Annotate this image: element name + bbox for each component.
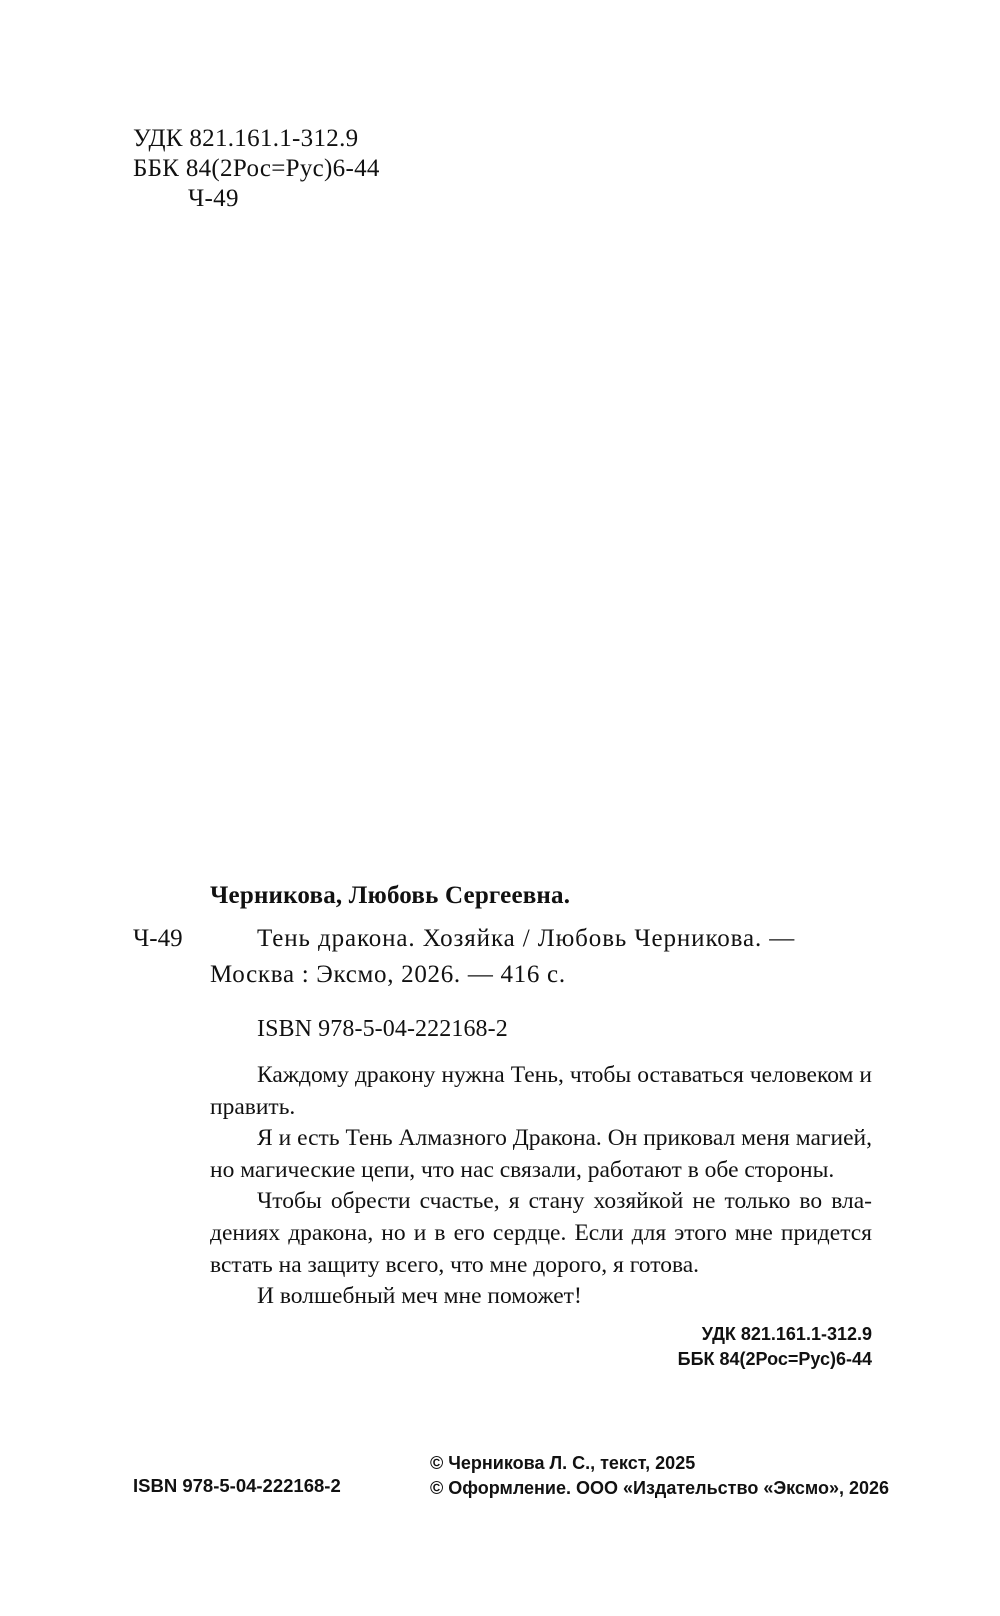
top-author-sign: Ч-49 — [188, 185, 239, 212]
copyright-text: © Черникова Л. С., текст, 2025 — [430, 1453, 696, 1473]
record-isbn: ISBN 978-5-04-222168-2 — [257, 1016, 508, 1042]
annotation — [210, 1060, 872, 1313]
title-statement-line-2: Москва : Эксмо, 2026. — 416 с. — [210, 961, 566, 988]
annotation-paragraph-4: И волшебный меч мне поможет! — [257, 1283, 582, 1310]
top-udk-code: УДК 821.161.1-312.9 — [133, 125, 359, 152]
copyright-notices — [430, 1451, 889, 1501]
bbk-code: ББК 84(2Рос=Рус)6-44 — [677, 1349, 872, 1369]
author-heading: Черникова, Любовь Сергеевна. — [210, 882, 571, 909]
annotation-paragraph-2: Я и есть Тень Алмазного Дракона. Он приковал меня магией, но магические цепи, что нас связали, работают в обе стороны. — [210, 1125, 872, 1183]
footer-isbn: ISBN 978-5-04-222168-2 — [133, 1475, 341, 1496]
annotation-paragraph-3: Чтобы обрести счастье, я стану хозяйкой не только во владениях дракона, но и в его сердце. Если для этого мне придется встать на защиту всего, что мне дорого, я готова. — [210, 1188, 872, 1278]
copyright-design: © Оформление. ООО «Издательство «Эксмо», 2026 — [430, 1478, 890, 1498]
title-statement-line-1: Тень дракона. Хозяйка / Любовь Черникова. — — [257, 925, 796, 952]
annotation-paragraph-1: Каждому дракону нужна Тень, чтобы оставаться человеком и править. — [210, 1062, 872, 1120]
side-author-sign: Ч-49 — [133, 925, 183, 952]
top-bbk-code: ББК 84(2Рос=Рус)6-44 — [133, 155, 380, 182]
classification-codes — [678, 1322, 872, 1372]
udk-code: УДК 821.161.1-312.9 — [701, 1324, 872, 1344]
